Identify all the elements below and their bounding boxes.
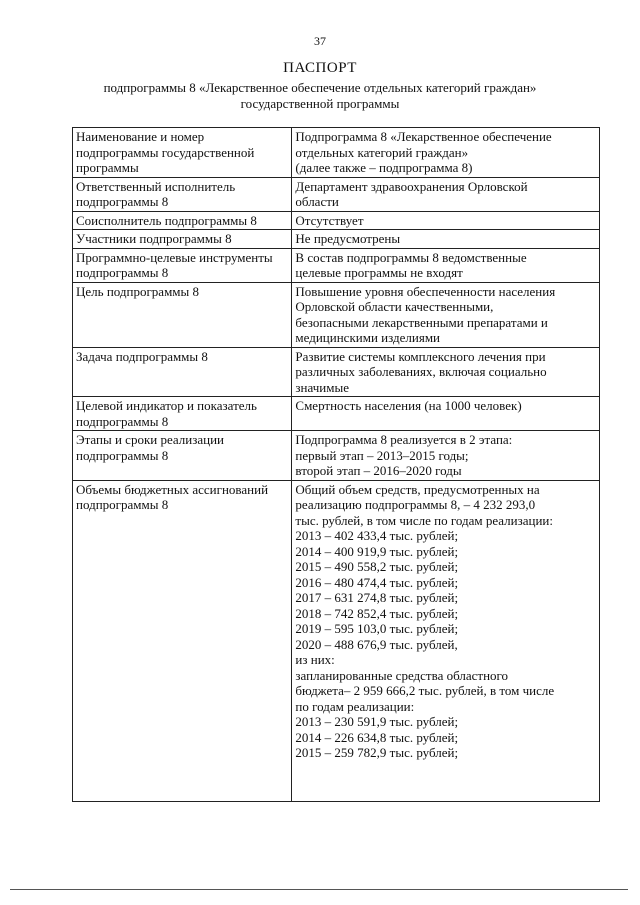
value-line: 2019 – 595 103,0 тыс. рублей; bbox=[295, 621, 459, 636]
table-row bbox=[73, 128, 600, 178]
value-line: целевые программы не входят bbox=[295, 265, 463, 280]
row-label: Программно-целевые инструменты подпрограммы 8 bbox=[73, 248, 292, 282]
page-bottom-rule bbox=[10, 889, 628, 890]
table-row bbox=[73, 282, 600, 347]
document-subtitle: подпрограммы 8 «Лекарственное обеспечение отдельных категорий граждан» государственной программы bbox=[103, 80, 537, 111]
row-value bbox=[292, 128, 600, 178]
value-line: 2015 – 490 558,2 тыс. рублей; bbox=[295, 559, 459, 574]
row-label: Ответственный исполнитель подпрограммы 8 bbox=[73, 177, 292, 211]
passport-table bbox=[72, 127, 600, 802]
value-line: бюджета– 2 959 666,2 тыс. рублей, в том числе bbox=[295, 683, 555, 698]
value-line: 2013 – 230 591,9 тыс. рублей; bbox=[295, 714, 459, 729]
value-line: 2014 – 226 634,8 тыс. рублей; bbox=[295, 729, 459, 745]
table-row bbox=[73, 248, 600, 282]
value-line: тыс. рублей, в том числе по годам реализации: bbox=[295, 512, 554, 528]
value-line: Подпрограмма 8 «Лекарственное обеспечение bbox=[295, 129, 552, 144]
value-line: 2017 – 631 274,8 тыс. рублей; bbox=[295, 590, 459, 605]
value-line: первый этап – 2013–2015 годы; bbox=[295, 447, 469, 463]
row-value bbox=[292, 177, 600, 211]
page-number: 37 bbox=[314, 34, 326, 48]
row-value bbox=[292, 230, 600, 249]
row-label: Задача подпрограммы 8 bbox=[73, 347, 292, 397]
row-label: Участники подпрограммы 8 bbox=[73, 230, 292, 249]
row-value bbox=[292, 282, 600, 347]
value-line: второй этап – 2016–2020 годы bbox=[295, 463, 462, 478]
table-row bbox=[73, 347, 600, 397]
value-line: Департамент здравоохранения Орловской bbox=[295, 178, 528, 194]
value-line: 2016 – 480 474,4 тыс. рублей; bbox=[295, 574, 459, 590]
value-line: Подпрограмма 8 реализуется в 2 этапа: bbox=[295, 432, 513, 447]
row-label: Объемы бюджетных ассигнований подпрограммы 8 bbox=[73, 480, 292, 801]
value-line: Общий объем средств, предусмотренных на bbox=[295, 481, 540, 497]
value-line: 2013 – 402 433,4 тыс. рублей; bbox=[295, 528, 459, 543]
value-line: безопасными лекарственными препаратами и bbox=[295, 314, 548, 330]
value-line: медицинскими изделиями bbox=[295, 330, 440, 345]
value-line: В состав подпрограммы 8 ведомственные bbox=[295, 249, 527, 265]
value-line: из них: bbox=[295, 652, 335, 667]
table-row bbox=[73, 431, 600, 481]
value-line: Не предусмотрены bbox=[295, 231, 401, 246]
value-line: Развитие системы комплексного лечения при bbox=[295, 348, 546, 364]
value-line: 2015 – 259 782,9 тыс. рублей; bbox=[295, 745, 459, 760]
table-row bbox=[73, 211, 600, 230]
row-value bbox=[292, 347, 600, 397]
row-value bbox=[292, 397, 600, 431]
table-row bbox=[73, 480, 600, 801]
row-value bbox=[292, 480, 600, 801]
value-line: различных заболеваниях, включая социально bbox=[295, 364, 547, 379]
value-line: 2018 – 742 852,4 тыс. рублей; bbox=[295, 605, 459, 621]
value-line: запланированные средства областного bbox=[295, 667, 509, 683]
row-label: Целевой индикатор и показатель подпрограммы 8 bbox=[73, 397, 292, 431]
row-label: Наименование и номер подпрограммы государственной программы bbox=[73, 128, 292, 178]
value-line: 2014 – 400 919,9 тыс. рублей; bbox=[295, 543, 459, 559]
value-line: реализацию подпрограммы 8, – 4 232 293,0 bbox=[295, 497, 536, 512]
table-row bbox=[73, 397, 600, 431]
row-label: Этапы и сроки реализации подпрограммы 8 bbox=[73, 431, 292, 481]
value-line: значимые bbox=[295, 379, 349, 395]
row-value bbox=[292, 211, 600, 230]
value-line: Отсутствует bbox=[295, 212, 364, 228]
value-line: (далее также – подпрограмма 8) bbox=[295, 160, 473, 175]
value-line: Повышение уровня обеспеченности населения bbox=[295, 283, 556, 299]
document-title: ПАСПОРТ bbox=[283, 60, 357, 76]
value-line: области bbox=[295, 194, 339, 209]
row-label: Соисполнитель подпрограммы 8 bbox=[73, 211, 292, 230]
row-value bbox=[292, 431, 600, 481]
table-row bbox=[73, 230, 600, 249]
row-value bbox=[292, 248, 600, 282]
table-row bbox=[73, 177, 600, 211]
value-line: 2020 – 488 676,9 тыс. рублей, bbox=[295, 636, 458, 652]
value-line: Смертность населения (на 1000 человек) bbox=[295, 398, 522, 413]
value-line: Орловской области качественными, bbox=[295, 299, 494, 314]
row-label: Цель подпрограммы 8 bbox=[73, 282, 292, 347]
value-line: отдельных категорий граждан» bbox=[295, 144, 469, 160]
value-line: по годам реализации: bbox=[295, 698, 415, 714]
